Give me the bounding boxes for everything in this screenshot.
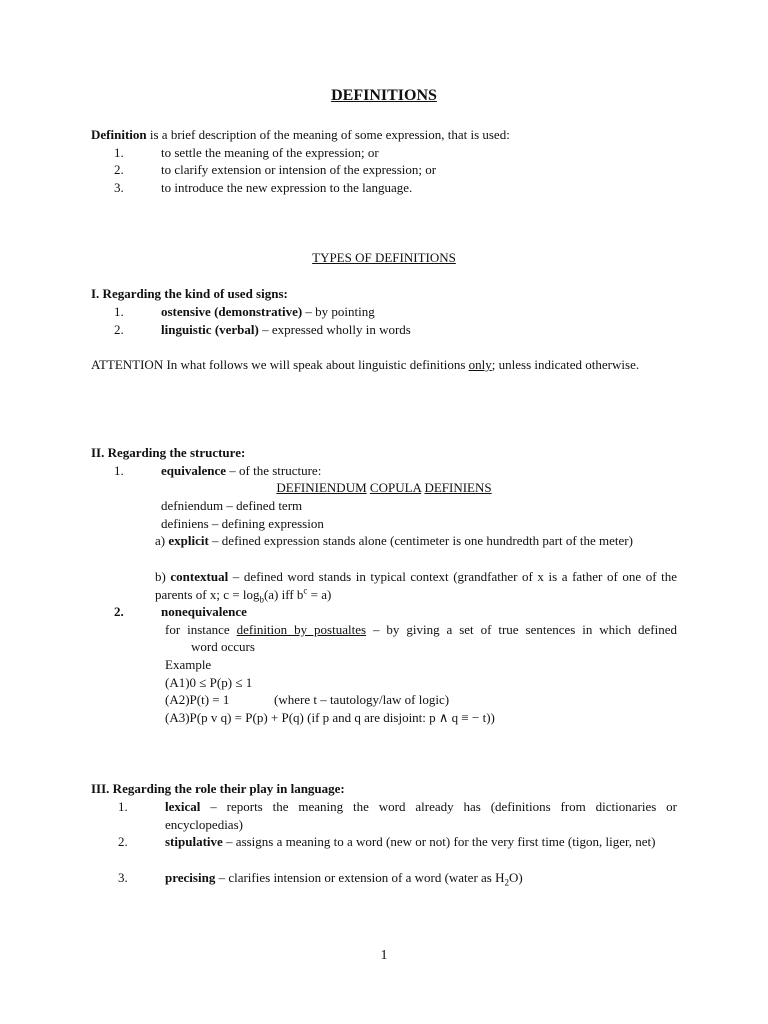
intro-text: is a brief description of the meaning of some expression, that is used: xyxy=(146,127,510,142)
intro-item-num: 2. xyxy=(114,162,124,177)
contextual-term: contextual xyxy=(170,569,229,584)
intro-sentence xyxy=(91,126,510,144)
axiom-a1: (A1)0 ≤ P(p) ≤ 1 xyxy=(165,675,253,690)
item-term: stipulative xyxy=(165,834,223,849)
item-desc: – by pointing xyxy=(302,304,375,319)
definiens-line: definiens – defining expression xyxy=(161,516,324,531)
label-a: a) xyxy=(155,533,169,548)
explicit-term: explicit xyxy=(168,533,209,548)
item-term: equivalence xyxy=(161,463,226,478)
item-term: lexical xyxy=(165,799,201,814)
page-title: DEFINITIONS xyxy=(331,87,437,104)
axiom-a2: (A2)P(t) = 1 xyxy=(165,692,230,707)
nonequivalence-term: nonequivalence xyxy=(161,604,247,619)
axiom-a3: (A3)P(p v q) = P(p) + P(q) (if p and q are disjoint: p ∧ q ≡ − t)) xyxy=(165,710,495,725)
postulates-pre: for instance xyxy=(165,622,237,637)
postulates-term: definition by postualtes xyxy=(236,622,367,637)
attention-note xyxy=(91,356,677,374)
contextual-end: = a) xyxy=(307,587,332,602)
postulates-line xyxy=(165,621,677,639)
h2o-subscript: 2 xyxy=(504,877,509,888)
postulates-post: – by giving a set of true sentences in which defined xyxy=(366,622,677,637)
item-desc: – expressed wholly in words xyxy=(258,322,411,337)
item-desc: – reports the meaning the word already has (definitions from dictionaries or encyclopedias) xyxy=(165,799,677,832)
section-3-item-num: 2. xyxy=(118,834,128,849)
section-2-item-num: 2. xyxy=(114,604,124,619)
section-2-item xyxy=(161,462,321,480)
section-1-item-num: 1. xyxy=(114,304,124,319)
intro-item-text: to introduce the new expression to the language. xyxy=(161,180,413,195)
section-1-item-num: 2. xyxy=(114,322,124,337)
item-desc: – assigns a meaning to a word (new or not) for the very first time (tigon, liger, net) xyxy=(222,834,656,849)
item-term: precising xyxy=(165,870,216,885)
postulates-continued: word occurs xyxy=(191,639,255,654)
label-b: b) xyxy=(155,569,171,584)
exponent: c xyxy=(303,585,308,596)
item-term: ostensive (demonstrative) xyxy=(161,304,303,319)
structure-copula: COPULA xyxy=(369,480,422,495)
axiom-a2-note: (where t – tautology/law of logic) xyxy=(274,692,450,707)
page-number: 1 xyxy=(380,948,388,963)
attention-text: ATTENTION In what follows we will speak about linguistic definitions xyxy=(91,357,469,372)
contextual-mid: (a) iff b xyxy=(263,587,304,602)
item-term: linguistic (verbal) xyxy=(161,322,259,337)
structure-formula xyxy=(0,479,768,497)
intro-item-text: to settle the meaning of the expression; or xyxy=(161,145,379,160)
section-1-item xyxy=(161,303,375,321)
section-1-heading: I. Regarding the kind of used signs: xyxy=(91,286,288,301)
section-3-heading: III. Regarding the role their play in language: xyxy=(91,781,345,796)
item-desc-end: O) xyxy=(509,870,523,885)
item-desc: – clarifies intension or extension of a word (water as H xyxy=(215,870,505,885)
structure-definiens: DEFINIENS xyxy=(424,480,492,495)
log-subscript: b xyxy=(259,594,264,605)
intro-item-num: 3. xyxy=(114,180,124,195)
explicit-definition xyxy=(155,532,677,550)
example-label: Example xyxy=(165,657,212,672)
explicit-desc: – defined expression stands alone (centimeter is one hundredth part of the meter) xyxy=(208,533,633,548)
section-3-item-num: 3. xyxy=(118,870,128,885)
intro-term: Definition xyxy=(91,127,147,142)
intro-item-num: 1. xyxy=(114,145,124,160)
section-3-item-num: 1. xyxy=(118,799,128,814)
section-3-item xyxy=(165,798,677,834)
section-1-item xyxy=(161,321,411,339)
contextual-desc: – defined word stands in typical context (grandfather of x is a father of one of the parents of x; c = log xyxy=(155,569,677,602)
section-3-item xyxy=(165,869,523,887)
attention-text-end: ; unless indicated otherwise. xyxy=(491,357,640,372)
intro-item-text: to clarify extension or intension of the expression; or xyxy=(161,162,437,177)
attention-emphasis: only xyxy=(468,357,492,372)
structure-definiendum: DEFINIENDUM xyxy=(276,480,367,495)
section-2-item-num: 1. xyxy=(114,463,124,478)
contextual-definition xyxy=(155,568,677,604)
section-3-item xyxy=(165,833,677,851)
section-2-heading: II. Regarding the structure: xyxy=(91,445,246,460)
defniendum-line: defniendum – defined term xyxy=(161,498,303,513)
types-heading: TYPES OF DEFINITIONS xyxy=(312,250,456,265)
item-desc: – of the structure: xyxy=(226,463,322,478)
